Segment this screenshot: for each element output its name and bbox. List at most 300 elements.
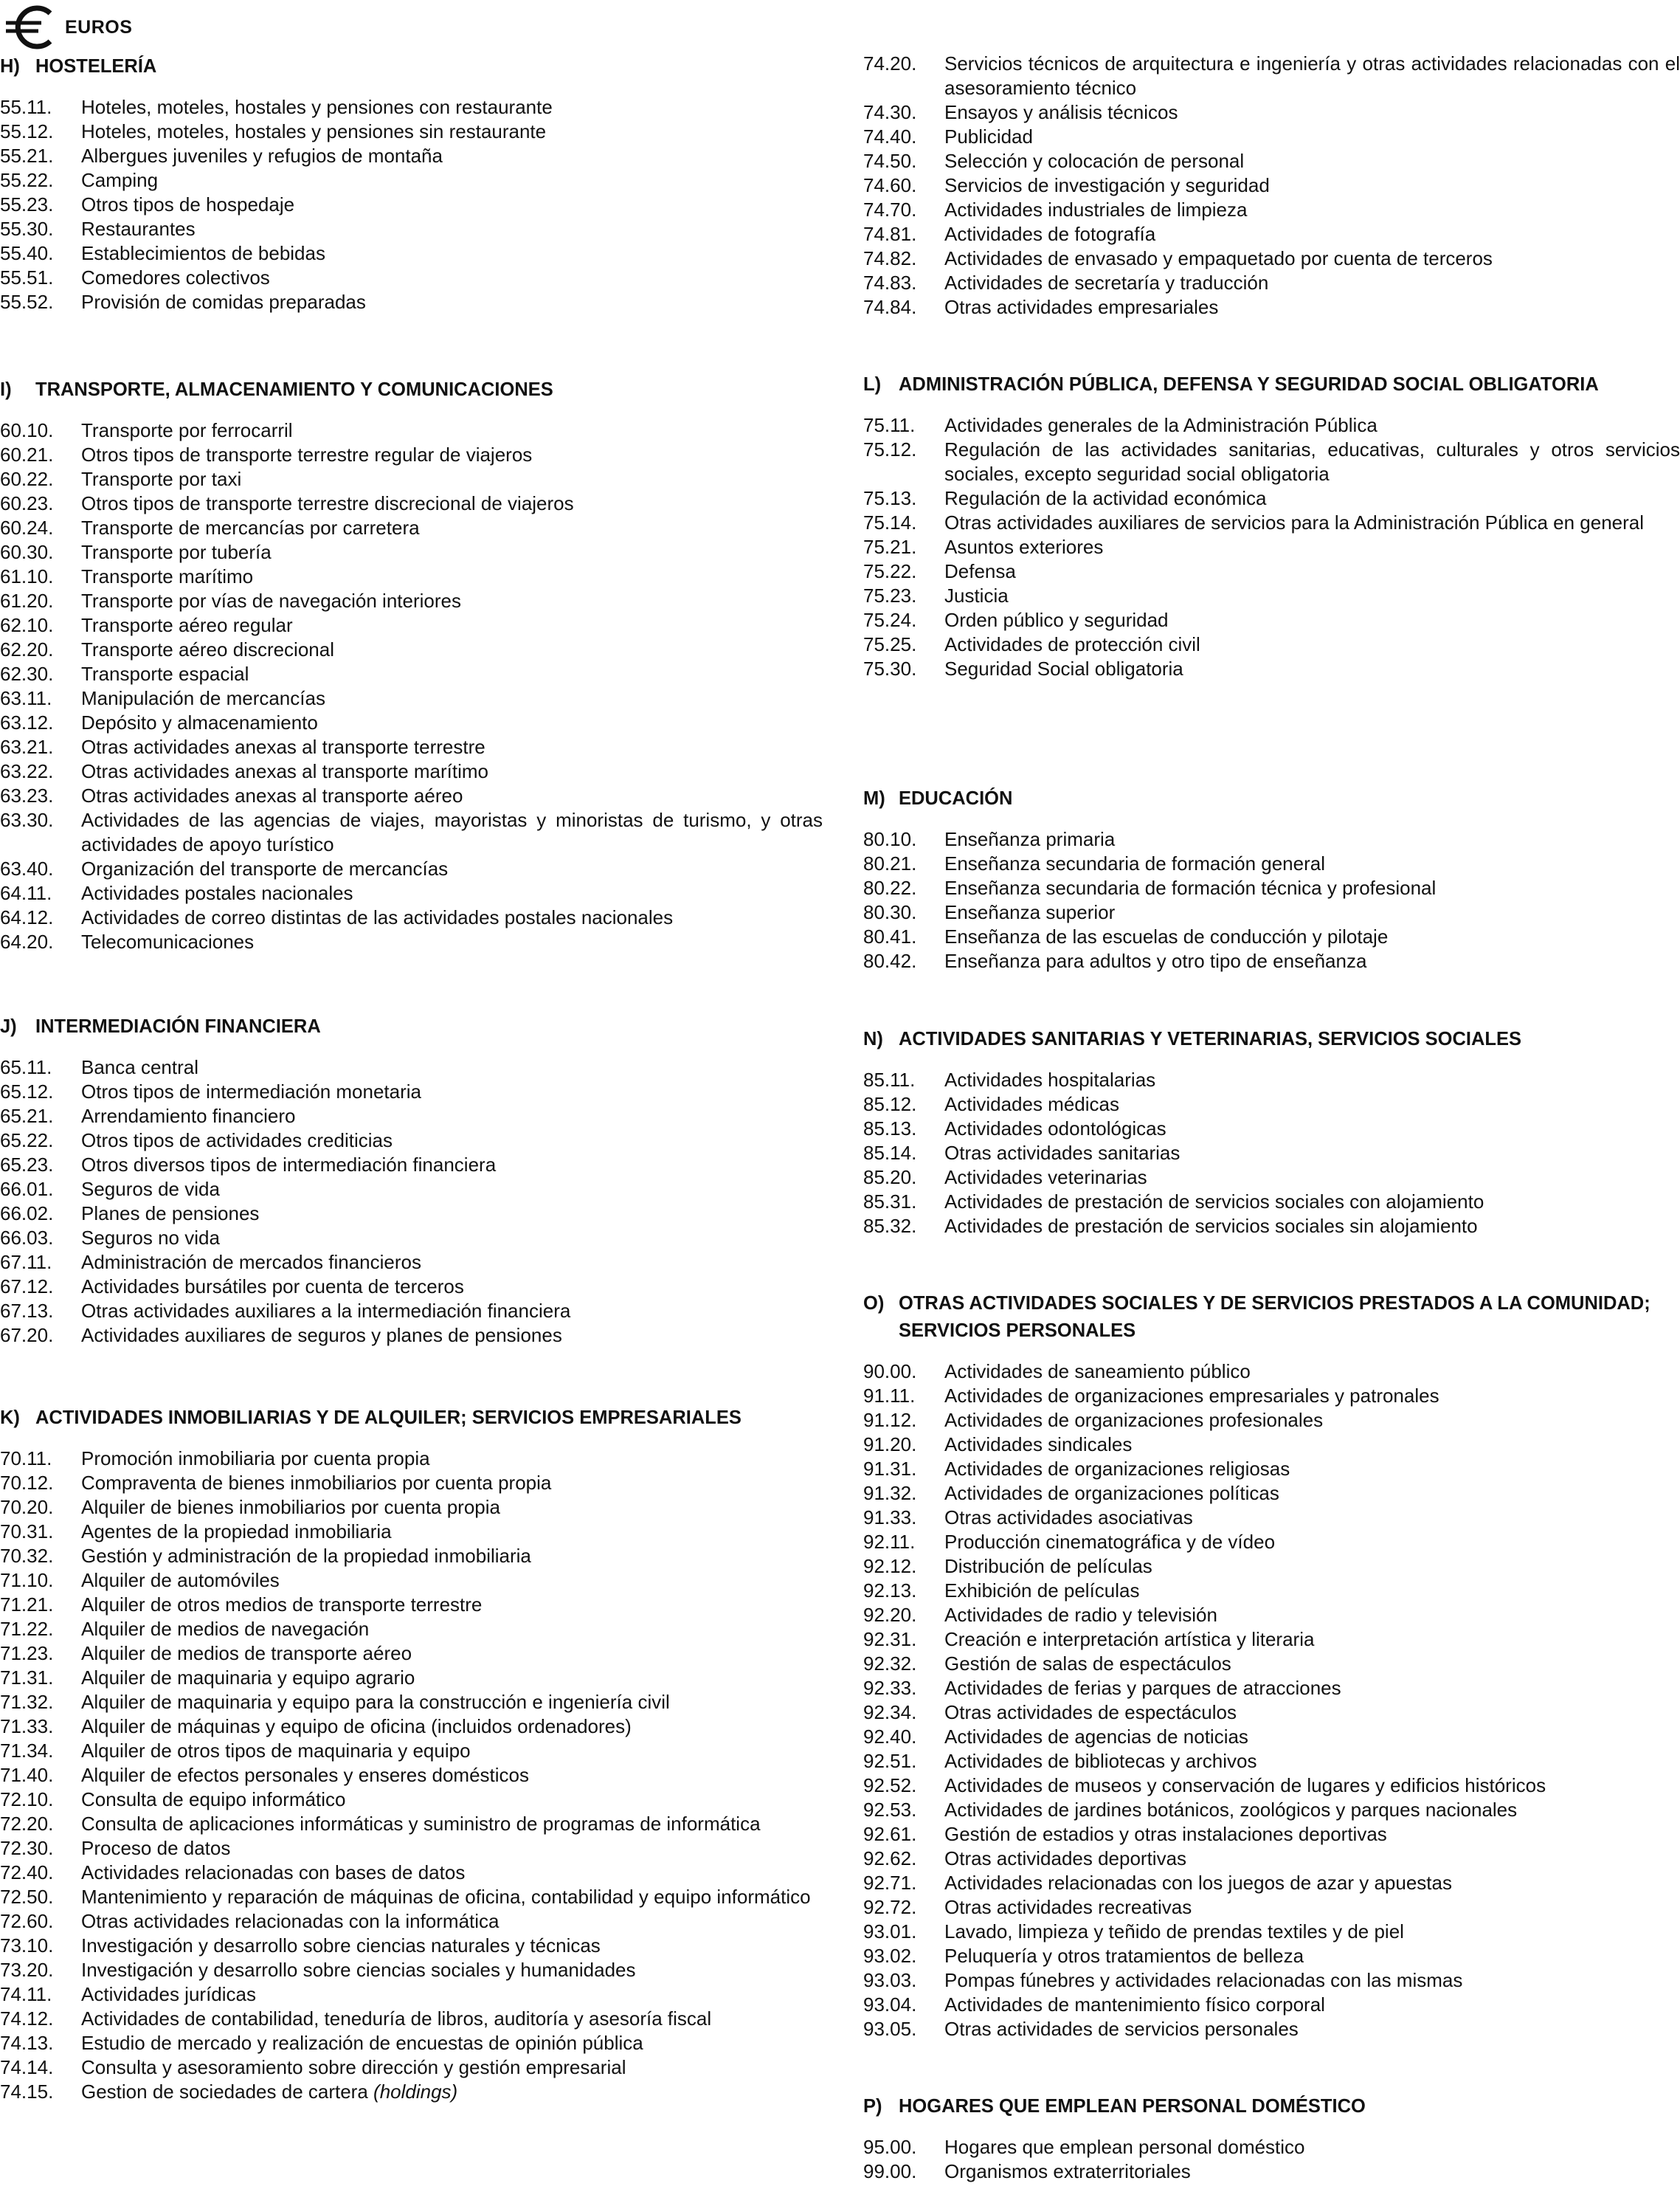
activity-description-text: Otras actividades auxiliares de servicios para la Administración Pública en general xyxy=(944,511,1645,534)
activity-description xyxy=(944,584,1680,608)
activity-description xyxy=(81,711,823,735)
activity-row xyxy=(863,198,1680,222)
activity-description xyxy=(944,1141,1680,1165)
activity-code: 72.60. xyxy=(0,1910,54,1932)
activity-description xyxy=(944,1993,1680,2017)
activity-row xyxy=(863,900,1680,925)
activity-row xyxy=(0,516,823,540)
activity-description-text: Enseñanza de las escuelas de conducción y pilotaje xyxy=(944,925,1389,948)
activity-row xyxy=(0,193,823,217)
activity-description xyxy=(81,857,823,881)
activity-row xyxy=(863,52,1680,100)
activity-code: 92.53. xyxy=(863,1799,917,1821)
activity-description xyxy=(944,413,1680,438)
activity-description-text: Regulación de la actividad económica xyxy=(944,487,1267,509)
activity-code: 95.00. xyxy=(863,2136,917,2158)
activity-description xyxy=(81,1593,823,1617)
activity-description-text: Servicios de investigación y seguridad xyxy=(944,174,1270,196)
section-j xyxy=(0,1013,823,1348)
activity-row xyxy=(863,486,1680,511)
activity-description-text: Otros diversos tipos de intermediación financiera xyxy=(81,1154,497,1176)
activity-description xyxy=(944,559,1680,584)
activity-description-text: Actividades sindicales xyxy=(944,1433,1133,1455)
activity-row xyxy=(0,540,823,565)
activity-description xyxy=(81,1544,823,1568)
section-letter: K) xyxy=(0,1407,20,1428)
activity-code: 75.13. xyxy=(863,487,917,509)
activity-row xyxy=(0,168,823,193)
activity-description-text: Consulta de equipo informático xyxy=(81,1788,346,1810)
activity-code: 71.33. xyxy=(0,1715,54,1737)
activity-description xyxy=(944,1214,1680,1238)
activity-code: 92.31. xyxy=(863,1628,917,1650)
activity-description xyxy=(81,1982,823,2007)
activity-description xyxy=(944,271,1680,295)
activity-description-text: Selección y colocación de personal xyxy=(944,150,1245,172)
currency-label: EUROS xyxy=(65,16,133,38)
activity-code: 60.23. xyxy=(0,492,54,514)
activity-code: 55.11. xyxy=(0,96,52,118)
activity-description xyxy=(81,686,823,711)
activity-description-text: Organización del transporte de mercancías xyxy=(81,858,449,880)
activity-description-text: Otras actividades anexas al transporte terrestre xyxy=(81,736,485,758)
activity-description-text: Ensayos y análisis técnicos xyxy=(944,101,1178,123)
activity-description-text: Actividades de envasado y empaquetado por cuenta de terceros xyxy=(944,247,1493,269)
activity-description-text: Otras actividades empresariales xyxy=(944,296,1219,318)
activity-code: 72.20. xyxy=(0,1813,54,1835)
activity-description xyxy=(944,1895,1680,1920)
activity-code: 66.01. xyxy=(0,1178,54,1200)
activity-description-text: Alquiler de medios de navegación xyxy=(81,1618,370,1640)
activity-description xyxy=(944,852,1680,876)
activity-description xyxy=(81,1202,823,1226)
activity-code: 72.50. xyxy=(0,1886,54,1908)
activity-description-text: Investigación y desarrollo sobre ciencias sociales y humanidades xyxy=(81,1959,636,1981)
activity-row xyxy=(863,1165,1680,1190)
activity-code: 75.22. xyxy=(863,560,917,582)
section-heading xyxy=(863,2093,1680,2135)
activity-row xyxy=(863,1359,1680,1384)
activity-description xyxy=(944,438,1680,486)
activity-description xyxy=(944,1117,1680,1141)
activity-code: 74.82. xyxy=(863,247,917,269)
activity-description-text: Exhibición de películas xyxy=(944,1579,1140,1602)
activity-row xyxy=(0,784,823,808)
activity-description-text: Enseñanza primaria xyxy=(944,828,1116,850)
activity-description xyxy=(81,1958,823,1982)
activity-description-text: Actividades de contabilidad, teneduría de libros, auditoría y asesoría fiscal xyxy=(81,2007,712,2030)
activity-description-text: Actividades de prestación de servicios sociales sin alojamiento xyxy=(944,1215,1478,1237)
activity-description-text: Transporte por ferrocarril xyxy=(81,419,293,441)
activity-code: 93.04. xyxy=(863,1993,917,2016)
activity-description xyxy=(944,486,1680,511)
activity-code: 74.11. xyxy=(0,1983,52,2005)
activity-description-text: Hogares que emplean personal doméstico xyxy=(944,2136,1305,2158)
activity-description-text: Arrendamiento financiero xyxy=(81,1105,296,1127)
activity-description-text: Seguridad Social obligatoria xyxy=(944,658,1183,680)
activity-description xyxy=(81,662,823,686)
activity-description xyxy=(81,1909,823,1934)
activity-code: 65.21. xyxy=(0,1105,54,1127)
activity-description-text: Albergues juveniles y refugios de montaña xyxy=(81,145,443,167)
activity-row xyxy=(863,1798,1680,1822)
activity-row xyxy=(0,1909,823,1934)
activity-description-text: Otros tipos de hospedaje xyxy=(81,193,295,216)
activity-description xyxy=(944,149,1680,173)
activity-description-text: Manipulación de mercancías xyxy=(81,687,325,709)
activity-row xyxy=(0,589,823,613)
activity-row xyxy=(0,217,823,241)
activity-row xyxy=(863,222,1680,247)
activity-code: 65.23. xyxy=(0,1154,54,1176)
activity-row xyxy=(0,120,823,144)
activity-code: 72.10. xyxy=(0,1788,54,1810)
section-letter: P) xyxy=(863,2096,882,2117)
activity-description-text: Otras actividades relacionadas con la informática xyxy=(81,1910,499,1932)
activity-row xyxy=(0,95,823,120)
activity-description-text: Hoteles, moteles, hostales y pensiones sin restaurante xyxy=(81,120,547,142)
activity-code: 74.81. xyxy=(863,223,917,245)
activity-description-text: Otras actividades anexas al transporte aéreo xyxy=(81,785,463,807)
activity-row xyxy=(0,638,823,662)
activity-row xyxy=(0,565,823,589)
activity-code: 70.20. xyxy=(0,1496,54,1518)
activity-row xyxy=(863,1068,1680,1092)
activity-description xyxy=(81,1177,823,1202)
activity-code: 61.20. xyxy=(0,590,54,612)
section-title: EDUCACIÓN xyxy=(899,788,1013,809)
activity-row xyxy=(863,413,1680,438)
section-letter: I) xyxy=(0,379,12,400)
activity-description xyxy=(81,1934,823,1958)
activity-description xyxy=(81,1885,823,1909)
activity-description xyxy=(944,52,1680,100)
activity-row xyxy=(0,1885,823,1909)
activity-description xyxy=(81,784,823,808)
activity-code: 75.12. xyxy=(863,438,917,461)
activity-code: 75.30. xyxy=(863,658,917,680)
activity-row xyxy=(0,930,823,954)
section-l xyxy=(863,371,1680,681)
activity-description-text: Actividades jurídicas xyxy=(81,1983,256,2005)
activity-description xyxy=(81,759,823,784)
activity-row xyxy=(863,1773,1680,1798)
activity-description-text: Comedores colectivos xyxy=(81,266,270,289)
activity-code: 67.12. xyxy=(0,1275,54,1297)
activity-row xyxy=(863,295,1680,320)
activity-code: 71.40. xyxy=(0,1764,54,1786)
activity-code: 74.30. xyxy=(863,101,917,123)
activity-code: 75.24. xyxy=(863,609,917,631)
activity-description xyxy=(944,1749,1680,1773)
activity-description xyxy=(944,1457,1680,1481)
activity-code: 74.20. xyxy=(863,52,917,75)
activity-description-text: Actividades industriales de limpieza xyxy=(944,199,1248,221)
activity-row xyxy=(0,1323,823,1348)
activity-description-text: Transporte marítimo xyxy=(81,565,254,587)
activity-code: 64.12. xyxy=(0,906,54,928)
activity-description xyxy=(944,1676,1680,1700)
activity-row xyxy=(863,1433,1680,1457)
activity-description xyxy=(81,2055,823,2080)
activity-code: 85.13. xyxy=(863,1117,917,1140)
activity-description xyxy=(81,589,823,613)
activity-code: 80.30. xyxy=(863,901,917,923)
activity-code: 63.11. xyxy=(0,687,52,709)
activity-description xyxy=(81,144,823,168)
section-letter: L) xyxy=(863,374,882,395)
activity-description-text: Transporte por vías de navegación interiores xyxy=(81,590,461,612)
activity-row xyxy=(0,1836,823,1861)
activity-description-text: Actividades de agencias de noticias xyxy=(944,1726,1248,1748)
activity-row xyxy=(863,1700,1680,1725)
activity-description xyxy=(944,1603,1680,1627)
activity-code: 80.42. xyxy=(863,950,917,972)
activity-row xyxy=(863,2017,1680,2041)
activity-description xyxy=(81,1568,823,1593)
activity-description xyxy=(944,1700,1680,1725)
activity-description xyxy=(81,1055,823,1080)
activity-row xyxy=(0,1763,823,1788)
activity-row xyxy=(0,686,823,711)
activity-description xyxy=(944,1068,1680,1092)
activity-row xyxy=(863,1968,1680,1993)
activity-code: 85.12. xyxy=(863,1093,917,1115)
activity-row xyxy=(863,2135,1680,2159)
activity-description xyxy=(81,1226,823,1250)
activity-description xyxy=(81,1617,823,1641)
activity-row xyxy=(863,632,1680,657)
activity-row xyxy=(863,1384,1680,1408)
activity-row xyxy=(0,1544,823,1568)
activity-description-text: Actividades de fotografía xyxy=(944,223,1156,245)
activity-code: 85.14. xyxy=(863,1142,917,1164)
section-title: ADMINISTRACIÓN PÚBLICA, DEFENSA Y SEGURIDAD SOCIAL OBLIGATORIA xyxy=(899,374,1599,395)
activity-row xyxy=(0,1690,823,1714)
activity-row xyxy=(0,1934,823,1958)
activity-description xyxy=(944,1408,1680,1433)
activity-description xyxy=(81,638,823,662)
activity-description xyxy=(81,418,823,443)
activity-description xyxy=(944,1798,1680,1822)
activity-description-text: Actividades odontológicas xyxy=(944,1117,1166,1140)
activity-description xyxy=(81,120,823,144)
activity-row xyxy=(0,1128,823,1153)
activity-row xyxy=(863,852,1680,876)
section-n xyxy=(863,1026,1680,1238)
activity-description xyxy=(944,100,1680,125)
activity-description xyxy=(81,1153,823,1177)
activity-description-text: Enseñanza superior xyxy=(944,901,1116,923)
activity-description-text: Actividades generales de la Administración Pública xyxy=(944,414,1377,436)
activity-row xyxy=(863,535,1680,559)
activity-description-text: Distribución de películas xyxy=(944,1555,1152,1577)
activity-description xyxy=(944,1725,1680,1749)
activity-code: 65.22. xyxy=(0,1129,54,1151)
activity-description-text: Otros tipos de actividades crediticias xyxy=(81,1129,393,1151)
activity-code: 75.23. xyxy=(863,585,917,607)
activity-description xyxy=(81,1299,823,1323)
activity-description-text: Actividades de mantenimiento físico corporal xyxy=(944,1993,1325,2016)
activity-row xyxy=(0,1593,823,1617)
activity-row xyxy=(0,492,823,516)
activity-row xyxy=(0,1275,823,1299)
section-heading xyxy=(0,1013,823,1055)
activity-description-text: Gestión de estadios y otras instalaciones deportivas xyxy=(944,1823,1387,1845)
section-k xyxy=(0,1404,823,2104)
activity-row xyxy=(0,1520,823,1544)
activity-description-text: Pompas fúnebres y actividades relacionadas con las mismas xyxy=(944,1969,1463,1991)
activity-description xyxy=(944,1506,1680,1530)
activity-row xyxy=(863,271,1680,295)
activity-row xyxy=(863,1457,1680,1481)
activity-description-text: Enseñanza secundaria de formación general xyxy=(944,852,1326,875)
activity-code: 91.33. xyxy=(863,1506,917,1528)
activity-code: 80.22. xyxy=(863,877,917,899)
activity-description xyxy=(944,1165,1680,1190)
activity-description xyxy=(944,1481,1680,1506)
activity-code: 70.32. xyxy=(0,1545,54,1567)
euro-icon xyxy=(4,4,59,50)
activity-row xyxy=(863,1481,1680,1506)
activity-description-text: Transporte aéreo discrecional xyxy=(81,638,334,661)
section-title: INTERMEDIACIÓN FINANCIERA xyxy=(35,1016,321,1037)
activity-description xyxy=(81,1323,823,1348)
activity-description-text: Orden público y seguridad xyxy=(944,609,1169,631)
activity-description xyxy=(81,1812,823,1836)
activity-row xyxy=(863,1627,1680,1652)
activity-code: 55.22. xyxy=(0,169,54,191)
section-heading xyxy=(863,785,1680,827)
activity-row xyxy=(0,1471,823,1495)
activity-description-italic: (holdings) xyxy=(373,2081,458,2103)
activity-description xyxy=(944,1968,1680,1993)
section-h xyxy=(0,53,823,314)
activity-description xyxy=(81,290,823,314)
activity-description xyxy=(944,1773,1680,1798)
activity-description-text: Transporte por taxi xyxy=(81,468,242,490)
activity-description xyxy=(81,1739,823,1763)
activity-row xyxy=(0,759,823,784)
activity-description xyxy=(81,193,823,217)
activity-description-text: Otras actividades asociativas xyxy=(944,1506,1193,1528)
activity-description-text: Actividades relacionadas con bases de datos xyxy=(81,1861,466,1883)
activity-description xyxy=(81,1104,823,1128)
activity-description-text: Alquiler de máquinas y equipo de oficina (incluidos ordenadores) xyxy=(81,1715,632,1737)
activity-description-text: Asuntos exteriores xyxy=(944,536,1104,558)
activity-row xyxy=(863,1895,1680,1920)
activity-description-text: Compraventa de bienes inmobiliarios por cuenta propia xyxy=(81,1472,552,1494)
activity-row xyxy=(0,1104,823,1128)
activity-row xyxy=(0,1202,823,1226)
activity-code: 85.20. xyxy=(863,1166,917,1188)
activity-code: 91.20. xyxy=(863,1433,917,1455)
activity-code: 71.10. xyxy=(0,1569,54,1591)
activity-description-text: Actividades de ferias y parques de atracciones xyxy=(944,1677,1341,1699)
activity-code: 92.52. xyxy=(863,1774,917,1796)
activity-description xyxy=(81,613,823,638)
activity-description-text: Administración de mercados financieros xyxy=(81,1251,421,1273)
activity-row xyxy=(863,247,1680,271)
activity-row xyxy=(0,1641,823,1666)
activity-code: 93.05. xyxy=(863,2018,917,2040)
activity-code: 62.30. xyxy=(0,663,54,685)
activity-code: 55.40. xyxy=(0,242,54,264)
activity-code: 62.20. xyxy=(0,638,54,661)
activity-code: 85.32. xyxy=(863,1215,917,1237)
activity-row xyxy=(0,613,823,638)
activity-description xyxy=(944,1627,1680,1652)
activity-description xyxy=(944,2017,1680,2041)
activity-description-text: Actividades de las agencias de viajes, mayoristas y minoristas de turismo, y otras actividades de apoyo turístico xyxy=(81,809,823,855)
section-letter: M) xyxy=(863,788,885,809)
activity-row xyxy=(0,241,823,266)
activity-description-text: Alquiler de automóviles xyxy=(81,1569,280,1591)
activity-description xyxy=(81,1641,823,1666)
activity-row xyxy=(0,1299,823,1323)
activity-code: 92.40. xyxy=(863,1726,917,1748)
section-letter: H) xyxy=(0,56,20,77)
activity-description xyxy=(81,1666,823,1690)
activity-description-text: Investigación y desarrollo sobre ciencias naturales y técnicas xyxy=(81,1934,601,1957)
activity-description xyxy=(944,876,1680,900)
activity-row xyxy=(863,149,1680,173)
activity-row xyxy=(0,1714,823,1739)
activity-description xyxy=(81,443,823,467)
activity-row xyxy=(0,1958,823,1982)
activity-row xyxy=(863,1944,1680,1968)
activity-description-text: Hoteles, moteles, hostales y pensiones con restaurante xyxy=(81,96,553,118)
activity-row xyxy=(863,511,1680,535)
activity-description xyxy=(944,2135,1680,2159)
activity-description-text: Alquiler de medios de transporte aéreo xyxy=(81,1642,412,1664)
activity-description-text: Regulación de las actividades sanitarias, educativas, culturales y otros servicios sociales, excepto seguridad social obligatoria xyxy=(944,438,1680,485)
activity-row xyxy=(0,2007,823,2031)
activity-row xyxy=(0,1666,823,1690)
activity-description xyxy=(944,295,1680,320)
activity-code: 63.12. xyxy=(0,711,54,734)
activity-code: 67.20. xyxy=(0,1324,54,1346)
activity-row xyxy=(863,1092,1680,1117)
activity-description-text: Actividades bursátiles por cuenta de terceros xyxy=(81,1275,464,1297)
activity-row xyxy=(0,1226,823,1250)
activity-description-text: Actividades de organizaciones políticas xyxy=(944,1482,1279,1504)
activity-code: 75.14. xyxy=(863,511,917,534)
activity-row xyxy=(863,1141,1680,1165)
activity-description-text: Camping xyxy=(81,169,159,191)
section-heading xyxy=(863,1026,1680,1068)
activity-code: 92.11. xyxy=(863,1531,916,1553)
activity-description xyxy=(81,516,823,540)
activity-row xyxy=(0,881,823,906)
section-title: ACTIVIDADES INMOBILIARIAS Y DE ALQUILER; SERVICIOS EMPRESARIALES xyxy=(35,1407,742,1428)
activity-description-text: Actividades postales nacionales xyxy=(81,882,353,904)
activity-code: 63.23. xyxy=(0,785,54,807)
activity-description-text: Alquiler de efectos personales y enseres domésticos xyxy=(81,1764,529,1786)
activity-code: 55.52. xyxy=(0,291,54,313)
activity-row xyxy=(0,144,823,168)
activity-code: 60.24. xyxy=(0,517,54,539)
activity-code: 67.13. xyxy=(0,1300,54,1322)
activity-description xyxy=(944,1847,1680,1871)
activity-description-text: Consulta y asesoramiento sobre dirección y gestión empresarial xyxy=(81,2056,626,2078)
activity-code: 74.84. xyxy=(863,296,917,318)
activity-row xyxy=(863,173,1680,198)
activity-description xyxy=(81,1128,823,1153)
activity-description xyxy=(81,2031,823,2055)
activity-code: 90.00. xyxy=(863,1360,917,1382)
activity-code: 74.40. xyxy=(863,125,917,148)
